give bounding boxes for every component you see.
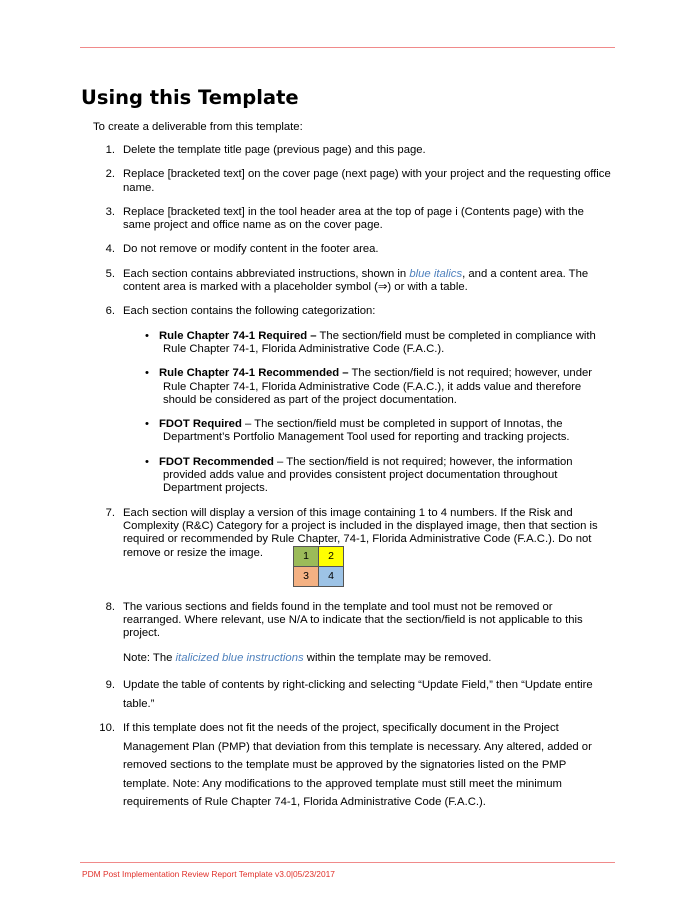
list-item [0,601,695,665]
note-suffix: within the template may be removed. [303,651,492,664]
bullet-icon: • [145,329,149,342]
item-text: , and a content area. The [462,267,589,280]
category-description: Rule Chapter 74-1, Florida Administrative Code (F.A.C.), it adds value and therefore [163,380,582,393]
bullet-icon: • [145,455,149,468]
bullet-item [145,456,600,496]
item-text: Replace [bracketed text] in the tool header area at the top of page i (Contents page) with the [123,205,584,218]
list-item [0,206,695,233]
category-name: FDOT Required [159,418,242,431]
list-item [0,268,695,295]
page-title: Using this Template [81,86,299,109]
item-text: Replace [bracketed text] on the cover page (next page) with your project and the requesting office [123,168,611,181]
item-number: 10. [99,722,115,735]
intro-text: To create a deliverable from this template: [93,121,303,133]
item-text: template. Note: Any modifications to the approved template must still meet the minimum [123,777,562,790]
blue-italics-sample: blue italics [409,267,463,280]
category-description: – The section/field is not required; however, the information [273,455,573,468]
category-description: Department projects. [163,482,268,495]
footer-rule [80,862,615,863]
item-number: 9. [105,679,115,692]
category-name: Rule Chapter 74-1 Required – [159,329,317,342]
bullet-item [145,418,600,445]
category-name: FDOT Recommended [159,455,274,468]
item-text: Each section will display a version of this image containing 1 to 4 numbers. If the Risk and [123,506,573,519]
item-text: rearranged. Where relevant, use N/A to indicate that the section/field is not applicable to this [123,614,583,627]
category-cell: 2 [318,546,344,567]
bullet-icon: • [145,367,149,380]
category-description: Rule Chapter 74-1, Florida Administrative Code (F.A.C.). [163,342,445,355]
category-cell: 3 [293,566,319,587]
item-number: 3. [105,205,115,218]
category-description: Department’s Portfolio Management Tool used for reporting and tracking projects. [163,431,570,444]
item-text: Delete the template title page (previous page) and this page. [123,144,426,156]
list-item [0,719,695,812]
item-text: content area is marked with a placeholder symbol (⇒) or with a table. [123,281,468,294]
category-description: – The section/field must be completed in support of Innotas, the [241,418,563,431]
list-item [0,676,695,713]
list-item [0,144,695,157]
note-text [123,652,617,665]
rc-category-grid [293,546,344,587]
item-text: table.” [123,697,155,710]
category-description: The section/field is not required; however, under [348,367,593,380]
item-text: required or recommended by Rule Chapter, 74-1, Florida Administrative Code (F.A.C.). Do not [123,533,592,546]
category-description: should be considered as part of the project documentation. [163,393,457,406]
category-cell: 4 [318,566,344,587]
item-text: name. [123,181,155,194]
item-number: 7. [105,506,115,519]
category-name: Rule Chapter 74-1 Recommended – [159,367,349,380]
blue-italics-sample: italicized blue instructions [175,651,304,664]
item-text: Each section contains the following categorization: [123,305,376,318]
footer-text: PDM Post Implementation Review Report Template v3.0|05/23/2017 [82,869,335,879]
instruction-list [0,144,695,823]
item-text: Do not remove or modify content in the footer area. [123,243,379,256]
item-text: Complexity (R&C) Category for a project is included in the displayed image, then that section is [123,519,598,532]
item-number: 5. [105,267,115,280]
item-text: removed sections to the template must be approved by the signatories listed on the PMP [123,759,567,772]
item-number: 6. [105,305,115,318]
bullet-item [145,330,600,357]
list-item [0,243,695,256]
item-number: 4. [105,243,115,256]
header-rule [80,47,615,48]
item-text: Each section contains abbreviated instructions, shown in [123,267,410,280]
item-text: Update the table of contents by right-clicking and selecting “Update Field,” then “Update entire [123,679,593,692]
category-description: provided adds value and provides consistent project documentation throughout [163,469,558,482]
item-number: 2. [105,168,115,181]
item-text: same project and office name as on the cover page. [123,219,383,232]
item-text: requirements of Rule Chapter 74-1, Florida Administrative Code (F.A.C.). [123,796,486,809]
bullet-item [145,367,600,407]
note-prefix: Note: The [123,651,176,664]
item-text: The various sections and fields found in the template and tool must not be removed or [123,600,553,613]
item-text: remove or resize the image. [123,546,264,559]
list-item [0,507,695,587]
categorization-list [0,330,695,496]
item-text: If this template does not fit the needs of the project, specifically document in the Project [123,722,559,735]
item-number: 8. [105,600,115,613]
list-item [0,305,695,495]
item-text: project. [123,627,161,640]
item-number: 1. [105,144,115,156]
bullet-icon: • [145,418,149,431]
list-item [0,168,695,195]
category-cell: 1 [293,546,319,567]
item-text: Management Plan (PMP) that deviation from this template is necessary. Any altered, added or [123,740,592,753]
category-description: The section/field must be completed in compliance with [316,329,596,342]
